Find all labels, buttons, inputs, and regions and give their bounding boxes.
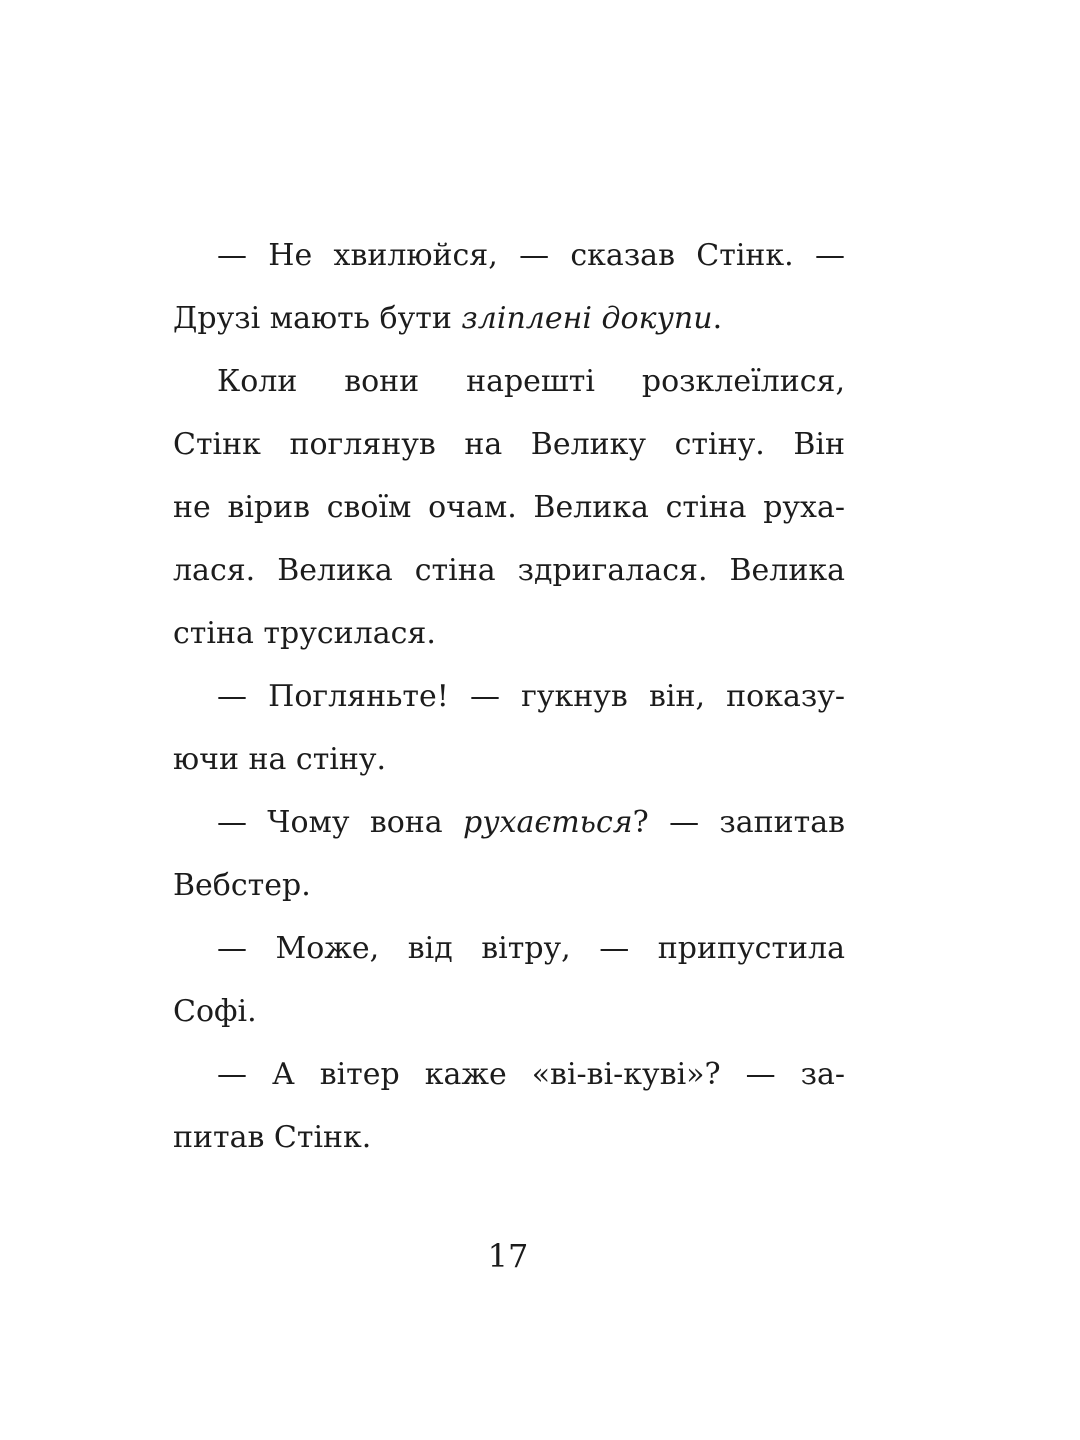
- text-line-15: питав Стінк.: [173, 1120, 372, 1155]
- italic-emphasis: рухається: [463, 805, 633, 840]
- italic-emphasis: зліплені докупи: [461, 301, 713, 336]
- text-line-6: лася. Велика стіна здригалася. Велика: [173, 553, 845, 588]
- text-line-7: стіна трусилася.: [173, 616, 436, 651]
- text-line-9: ючи на стіну.: [173, 742, 387, 777]
- page-number: 17: [487, 1237, 529, 1275]
- text-line-12: — Може, від вітру, — припустила: [217, 931, 845, 966]
- text-line-11: Вебстер.: [173, 868, 311, 903]
- text-line-13: Софі.: [173, 994, 257, 1029]
- text-line-4: Стінк поглянув на Велику стіну. Він: [173, 427, 845, 462]
- text-line-14: — А вітер каже «ві-ві-куві»? — за-: [217, 1057, 845, 1092]
- text-line-1: — Не хвилюйся, — сказав Стінк. —: [217, 238, 845, 273]
- page-text: [173, 224, 845, 1169]
- text-line-2: Друзі мають бути зліплені докупи.: [173, 301, 723, 336]
- text-line-8: — Погляньте! — гукнув він, показу-: [217, 679, 845, 714]
- text-line-5: не вірив своїм очам. Велика стіна руха-: [173, 490, 845, 525]
- text-line-10: — Чому вона рухається? — запитав: [217, 805, 845, 840]
- text-line-3: Коли вони нарешті розклеїлися,: [217, 364, 845, 399]
